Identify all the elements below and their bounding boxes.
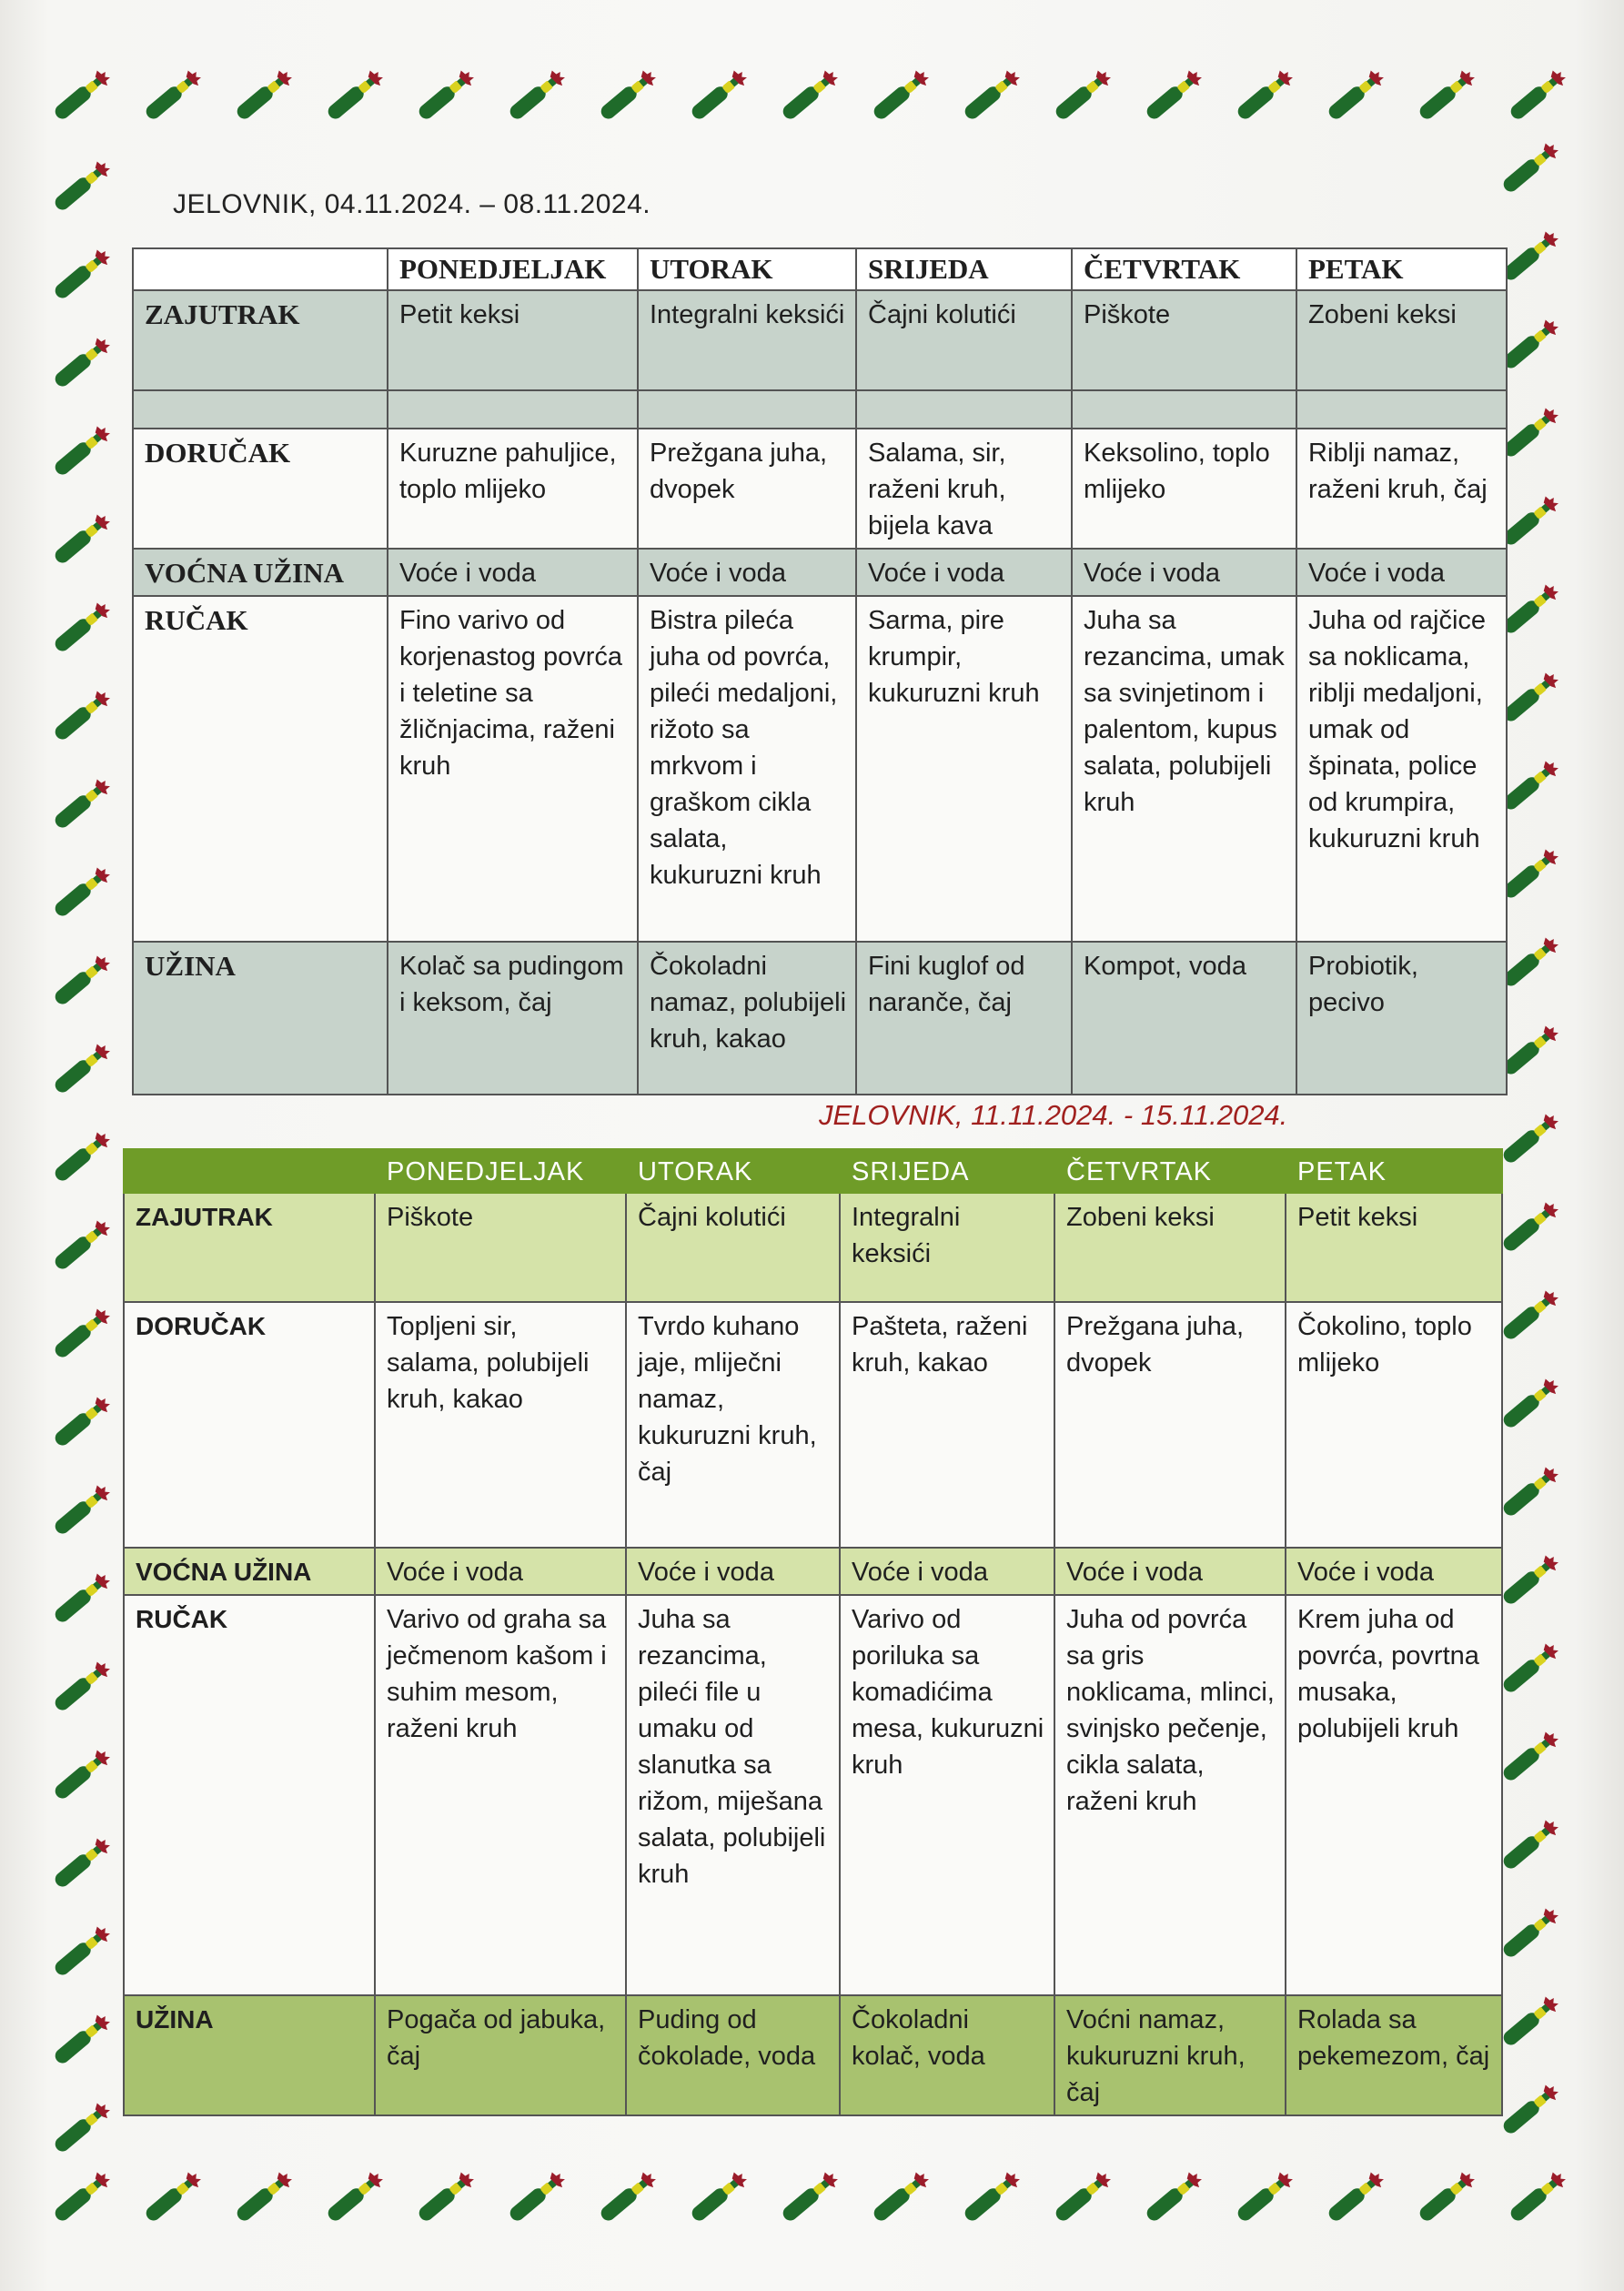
champagne-bottle-icon	[44, 1567, 116, 1630]
table-row	[124, 1193, 1502, 1302]
table-cell: Voće i voda	[1296, 549, 1507, 596]
table-cell: Fini kuglof od naranče, čaj	[856, 942, 1072, 1095]
table-cell: Pogača od jabuka, čaj	[375, 1995, 626, 2115]
column-header: PETAK	[1296, 248, 1507, 290]
champagne-bottle-icon	[44, 596, 116, 660]
champagne-bottle-icon	[44, 1125, 116, 1189]
table-row	[133, 549, 1507, 596]
champagne-bottle-icon	[226, 64, 298, 127]
champagne-bottle-icon	[1226, 64, 1299, 127]
table-cell: Sarma, pire krumpir, kukuruzni kruh	[856, 596, 1072, 942]
champagne-bottle-icon	[44, 243, 116, 307]
table-cell: Čokoladni namaz, polubijeli kruh, kakao	[638, 942, 856, 1095]
champagne-bottle-icon	[1492, 1725, 1565, 1789]
table-row-empty	[133, 390, 1507, 429]
champagne-bottle-icon	[44, 1832, 116, 1895]
champagne-bottle-icon	[1492, 1196, 1565, 1259]
champagne-bottle-icon	[44, 1037, 116, 1101]
table-header-row	[133, 248, 1507, 290]
champagne-bottle-icon	[226, 2165, 298, 2229]
champagne-bottle-icon	[1135, 2165, 1208, 2229]
champagne-bottle-icon	[408, 64, 480, 127]
table-cell: Bistra pileća juha od povrća, pileći medaljoni, rižoto sa mrkvom i graškom cikla salata, kukuruzni kruh	[638, 596, 856, 942]
table-cell: Juha sa rezancima, pileći file u umaku od slanutka sa rižom, miješana salata, polubijeli kruh	[626, 1595, 840, 1995]
row-label: ZAJUTRAK	[124, 1193, 375, 1302]
champagne-bottle-icon	[1492, 1902, 1565, 1965]
table-cell: Prežgana juha, dvopek	[1054, 1302, 1286, 1548]
column-header: ČETVRTAK	[1072, 248, 1296, 290]
champagne-bottle-icon	[772, 2165, 844, 2229]
table-cell: Voće i voda	[856, 549, 1072, 596]
row-label: RUČAK	[124, 1595, 375, 1995]
table-cell: Voće i voda	[388, 549, 638, 596]
table-row	[133, 596, 1507, 942]
row-label: RUČAK	[133, 596, 388, 942]
table-cell: Integralni keksići	[638, 290, 856, 390]
table-cell: Voće i voda	[375, 1548, 626, 1595]
champagne-bottle-icon	[44, 949, 116, 1013]
champagne-bottle-icon	[1408, 2165, 1481, 2229]
champagne-bottle-icon	[1492, 1107, 1565, 1171]
champagne-bottle-icon	[44, 1655, 116, 1719]
champagne-bottle-icon	[1044, 64, 1117, 127]
table-cell: Fino varivo od korjenastog povrća i teletine sa žličnjacima, raženi kruh	[388, 596, 638, 942]
table-cell: Riblji namaz, raženi kruh, čaj	[1296, 429, 1507, 549]
table-cell: Salama, sir, raženi kruh, bijela kava	[856, 429, 1072, 549]
champagne-bottle-icon	[44, 1479, 116, 1542]
table-row	[124, 1548, 1502, 1595]
table-cell: Petit keksi	[388, 290, 638, 390]
champagne-bottle-icon	[1492, 1813, 1565, 1877]
column-header: SRIJEDA	[856, 248, 1072, 290]
champagne-bottle-icon	[44, 861, 116, 924]
row-label: VOĆNA UŽINA	[124, 1548, 375, 1595]
table-cell: Voće i voda	[626, 1548, 840, 1595]
table-cell: Puding od čokolade, voda	[626, 1995, 840, 2115]
menu-title-week-2: JELOVNIK, 11.11.2024. - 15.11.2024.	[819, 1099, 1288, 1131]
table-cell: Probiotik, pecivo	[1296, 942, 1507, 1095]
champagne-bottle-icon	[1492, 1990, 1565, 2054]
champagne-bottle-icon	[135, 2165, 207, 2229]
champagne-bottle-icon	[44, 1302, 116, 1366]
champagne-bottle-icon	[681, 64, 753, 127]
table-row	[133, 942, 1507, 1095]
table-cell: Prežgana juha, dvopek	[638, 429, 856, 549]
column-header: UTORAK	[626, 1149, 840, 1193]
row-label: UŽINA	[133, 942, 388, 1095]
champagne-bottle-icon	[1044, 2165, 1117, 2229]
table-cell: Rolada sa pekemezom, čaj	[1286, 1995, 1502, 2115]
table-cell: Juha od povrća sa gris noklicama, mlinci, svinjsko pečenje, cikla salata, raženi kruh	[1054, 1595, 1286, 1995]
table-row	[133, 290, 1507, 390]
table-row	[133, 429, 1507, 549]
champagne-bottle-icon	[317, 2165, 389, 2229]
table-cell: Voće i voda	[1286, 1548, 1502, 1595]
table-cell: Kuruzne pahuljice, toplo mlijeko	[388, 429, 638, 549]
menu-table-week-2	[123, 1148, 1503, 2116]
row-label: VOĆNA UŽINA	[133, 549, 388, 596]
champagne-bottle-icon	[44, 684, 116, 748]
table-cell: Krem juha od povrća, povrtna musaka, polubijeli kruh	[1286, 1595, 1502, 1995]
champagne-bottle-icon	[44, 772, 116, 836]
champagne-bottle-icon	[1226, 2165, 1299, 2229]
champagne-bottle-icon	[1492, 1549, 1565, 1612]
champagne-bottle-icon	[1492, 136, 1565, 200]
champagne-bottle-icon	[1499, 64, 1572, 127]
champagne-bottle-icon	[953, 2165, 1026, 2229]
champagne-bottle-icon	[44, 1214, 116, 1277]
table-cell: Keksolino, toplo mlijeko	[1072, 429, 1296, 549]
champagne-bottle-icon	[1499, 2165, 1572, 2229]
champagne-bottle-icon	[44, 64, 116, 127]
header-corner	[133, 248, 388, 290]
champagne-bottle-icon	[44, 2008, 116, 2072]
table-row	[124, 1302, 1502, 1548]
champagne-bottle-icon	[1492, 1637, 1565, 1701]
table-cell: Varivo od poriluka sa komadićima mesa, kukuruzni kruh	[840, 1595, 1054, 1995]
column-header: ČETVRTAK	[1054, 1149, 1286, 1193]
row-label: ZAJUTRAK	[133, 290, 388, 390]
table-cell: Juha od rajčice sa noklicama, riblji medaljoni, umak od špinata, police od krumpira, kukuruzni kruh	[1296, 596, 1507, 942]
column-header: PONEDJELJAK	[388, 248, 638, 290]
champagne-bottle-icon	[1408, 64, 1481, 127]
table-cell: Varivo od graha sa ječmenom kašom i suhim mesom, raženi kruh	[375, 1595, 626, 1995]
champagne-bottle-icon	[681, 2165, 753, 2229]
table-cell: Kompot, voda	[1072, 942, 1296, 1095]
champagne-bottle-icon	[44, 2096, 116, 2160]
champagne-bottle-icon	[953, 64, 1026, 127]
table-cell: Voćni namaz, kukuruzni kruh, čaj	[1054, 1995, 1286, 2115]
champagne-bottle-icon	[1492, 2078, 1565, 2142]
table-cell: Integralni keksići	[840, 1193, 1054, 1302]
table-cell: Čajni kolutići	[626, 1193, 840, 1302]
champagne-bottle-icon	[408, 2165, 480, 2229]
column-header: PETAK	[1286, 1149, 1502, 1193]
table-cell: Voće i voda	[1054, 1548, 1286, 1595]
champagne-bottle-icon	[135, 64, 207, 127]
table-cell: Piškote	[375, 1193, 626, 1302]
champagne-bottle-icon	[499, 64, 571, 127]
champagne-bottle-icon	[590, 64, 662, 127]
champagne-bottle-icon	[1317, 64, 1390, 127]
champagne-bottle-icon	[44, 2165, 116, 2229]
table-cell: Čokolino, toplo mlijeko	[1286, 1302, 1502, 1548]
table-header-row	[124, 1149, 1502, 1193]
table-cell: Kolač sa pudingom i keksom, čaj	[388, 942, 638, 1095]
menu-title-week-1: JELOVNIK, 04.11.2024. – 08.11.2024.	[173, 189, 651, 219]
champagne-bottle-icon	[44, 1390, 116, 1454]
table-cell: Voće i voda	[638, 549, 856, 596]
table-cell: Piškote	[1072, 290, 1296, 390]
champagne-bottle-icon	[44, 1743, 116, 1807]
champagne-bottle-icon	[1317, 2165, 1390, 2229]
table-cell: Voće i voda	[840, 1548, 1054, 1595]
champagne-bottle-icon	[499, 2165, 571, 2229]
row-label: UŽINA	[124, 1995, 375, 2115]
column-header: PONEDJELJAK	[375, 1149, 626, 1193]
champagne-bottle-icon	[44, 508, 116, 571]
champagne-bottle-icon	[1492, 1460, 1565, 1524]
menu-table-week-1	[132, 247, 1508, 1095]
champagne-bottle-icon	[44, 1920, 116, 1983]
row-label: DORUČAK	[124, 1302, 375, 1548]
row-label: DORUČAK	[133, 429, 388, 549]
champagne-bottle-icon	[44, 419, 116, 483]
champagne-bottle-icon	[44, 155, 116, 218]
champagne-bottle-icon	[772, 64, 844, 127]
table-row	[124, 1995, 1502, 2115]
table-cell: Zobeni keksi	[1054, 1193, 1286, 1302]
champagne-bottle-icon	[862, 64, 935, 127]
table-row	[124, 1595, 1502, 1995]
table-cell: Čokoladni kolač, voda	[840, 1995, 1054, 2115]
champagne-bottle-icon	[1135, 64, 1208, 127]
column-header: UTORAK	[638, 248, 856, 290]
column-header: SRIJEDA	[840, 1149, 1054, 1193]
table-cell: Juha sa rezancima, umak sa svinjetinom i palentom, kupus salata, polubijeli kruh	[1072, 596, 1296, 942]
champagne-bottle-icon	[317, 64, 389, 127]
table-cell: Čajni kolutići	[856, 290, 1072, 390]
table-cell: Petit keksi	[1286, 1193, 1502, 1302]
champagne-bottle-icon	[44, 331, 116, 395]
champagne-bottle-icon	[1492, 1284, 1565, 1347]
header-corner	[124, 1149, 375, 1193]
champagne-bottle-icon	[862, 2165, 935, 2229]
table-cell: Topljeni sir, salama, polubijeli kruh, kakao	[375, 1302, 626, 1548]
table-cell: Zobeni keksi	[1296, 290, 1507, 390]
champagne-bottle-icon	[1492, 1372, 1565, 1436]
table-cell: Voće i voda	[1072, 549, 1296, 596]
table-cell: Tvrdo kuhano jaje, mliječni namaz, kukuruzni kruh, čaj	[626, 1302, 840, 1548]
champagne-bottle-icon	[590, 2165, 662, 2229]
table-cell: Pašteta, raženi kruh, kakao	[840, 1302, 1054, 1548]
